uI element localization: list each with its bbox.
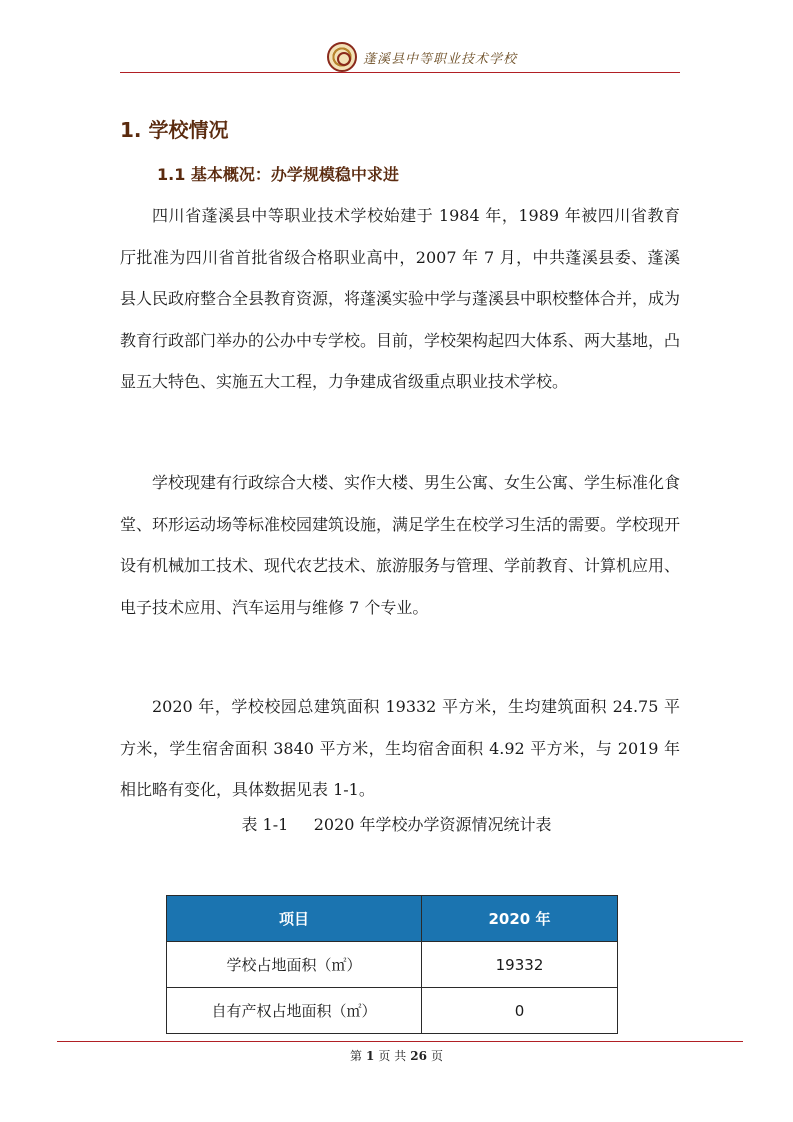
resource-table xyxy=(166,895,618,1034)
column-header-item: 项目 xyxy=(167,896,422,942)
page-number-total: 26 xyxy=(410,1049,427,1063)
table-header-row xyxy=(167,896,618,942)
header-divider xyxy=(120,72,680,73)
school-emblem-icon xyxy=(327,42,357,72)
page-number-current: 1 xyxy=(366,1049,375,1063)
footer-divider xyxy=(57,1041,743,1042)
table-cell-label: 自有产权占地面积（㎡） xyxy=(167,988,422,1034)
page-number-prefix: 第 xyxy=(350,1049,363,1063)
table-cell-label: 学校占地面积（㎡） xyxy=(167,942,422,988)
paragraph-history: 四川省蓬溪县中等职业技术学校始建于 1984 年，1989 年被四川省教育厅批准为四川省首批省级合格职业高中，2007 年 7 月，中共蓬溪县委、蓬溪县人民政府整合全县教育资源，将蓬溪实验中学与蓬溪县中职校整体合并，成为教育行政部门举办的公办中专学校。目前，学校架构起四大体系、两大基地，凸显五大特色、实施五大工程，力争建成省级重点职业技术学校。 xyxy=(120,206,681,391)
section-title: 1. 学校情况 xyxy=(120,118,229,142)
page-number-suffix: 页 xyxy=(430,1049,443,1063)
page-number-middle: 页 共 xyxy=(378,1049,407,1063)
school-name: 蓬溪县中等职业技术学校 xyxy=(363,51,518,67)
column-header-year: 2020 年 xyxy=(422,896,618,942)
header-brand xyxy=(327,42,517,72)
paragraph-area-stats: 2020 年，学校校园总建筑面积 19332 平方米，生均建筑面积 24.75 平方米，学生宿舍面积 3840 平方米，生均宿舍面积 4.92 平方米，与 2019 年相比略有变化，具体数据见表 1-1。 xyxy=(120,697,680,799)
table-cell-value: 19332 xyxy=(422,942,618,988)
paragraph-facilities: 学校现建有行政综合大楼、实作大楼、男生公寓、女生公寓、学生标准化食堂、环形运动场等标准校园建筑设施，满足学生在校学习生活的需要。学校现开设有机械加工技术、现代农艺技术、旅游服务与管理、学前教育、计算机应用、电子技术应用、汽车运用与维修 7 个专业。 xyxy=(120,473,681,617)
table-row xyxy=(167,942,618,988)
page-header xyxy=(0,40,793,74)
table-caption: 表 1-1 2020 年学校办学资源情况统计表 xyxy=(241,815,552,834)
table-row xyxy=(167,988,618,1034)
subsection-title: 1.1 基本概况：办学规模稳中求进 xyxy=(157,165,399,184)
page-number xyxy=(0,1047,793,1064)
table-cell-value: 0 xyxy=(422,988,618,1034)
